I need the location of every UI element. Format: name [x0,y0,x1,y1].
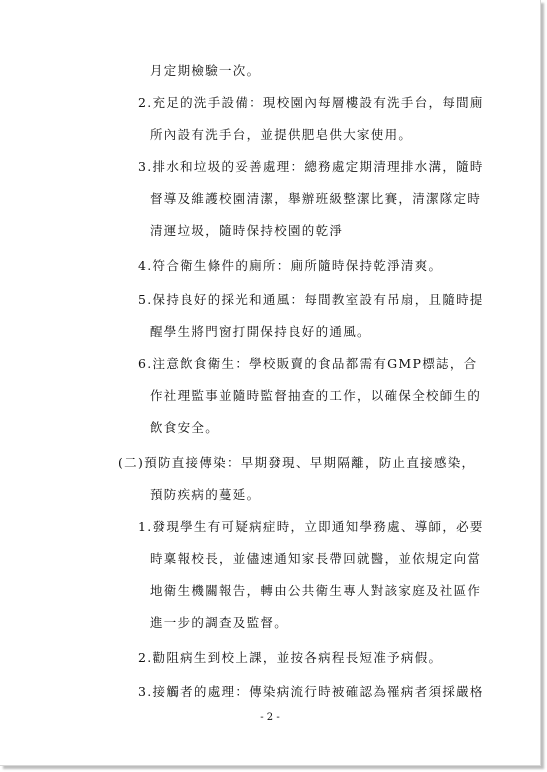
list-item-2: 2.充足的洗手設備：現校園內每層樓設有洗手台，每間廁 [138,95,484,110]
list-item-3: 3.接觸者的處理：傳染病流行時被確認為罹病者須採嚴格 [138,684,484,699]
text-line: 醒學生將門窗打開保持良好的通風。 [150,324,371,339]
text-line: 清運垃圾，隨時保持校園的乾淨 [150,223,344,238]
page-number: - 2 - [260,712,280,723]
text-line: 地衛生機關報告，轉由公共衛生專人對該家庭及社區作 [150,583,482,598]
text-line: 時稟報校長，並儘速通知家長帶回就醫，並依規定向當 [150,551,482,566]
text-line: 月定期檢驗一次。 [150,63,261,78]
text-line: 作社理監事並隨時監督抽查的工作，以確保全校師生的 [150,388,482,403]
section-heading-2: (二)預防直接傳染：早期發現、早期隔離，防止直接感染， [118,455,476,470]
list-item-1: 1.發現學生有可疑病症時，立即通知學務處、導師，必要 [138,519,484,534]
text-line: 所內設有洗手台，並提供肥皂供大家使用。 [150,127,413,142]
list-item-6: 6.注意飲食衛生：學校販賣的食品都需有GMP標誌，合 [138,356,478,371]
list-item-2: 2.勸阻病生到校上課，並按各病程長短准予病假。 [138,650,443,665]
list-item-5: 5.保持良好的採光和通風：每間教室設有吊扇，且隨時提 [138,292,484,307]
text-line: 督導及維護校園清潔，舉辦班級整潔比賽，清潔隊定時 [150,191,482,206]
list-item-3: 3.排水和垃圾的妥善處理：總務處定期清理排水溝，隨時 [138,159,484,174]
list-item-4: 4.符合衛生條件的廁所：廁所隨時保持乾淨清爽。 [138,258,443,273]
text-line: 進一步的調查及監督。 [150,615,289,630]
text-line: 預防疾病的蔓延。 [150,487,261,502]
text-line: 飲食安全。 [150,420,220,435]
